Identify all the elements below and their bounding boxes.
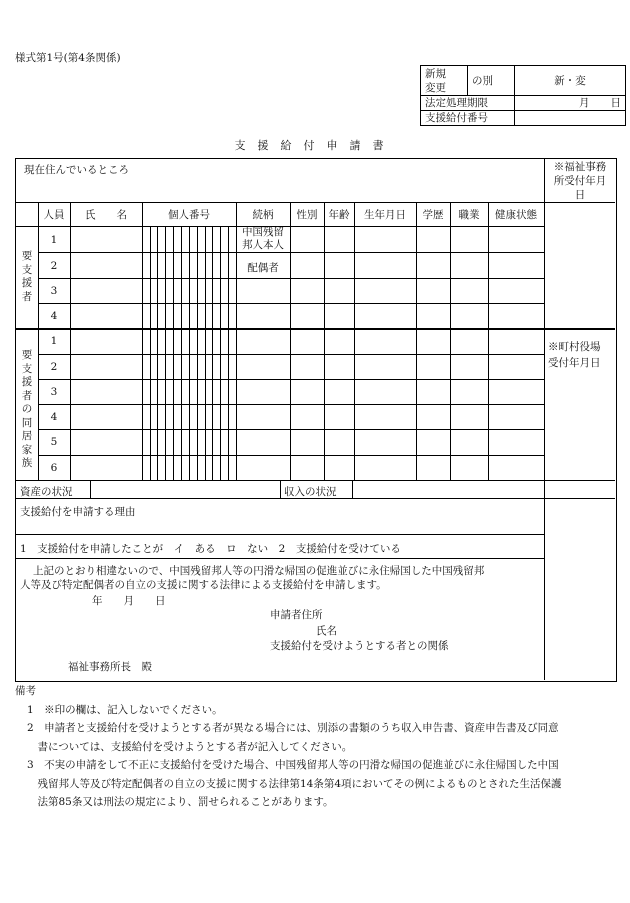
application-date[interactable]: 年 月 日 xyxy=(92,595,166,607)
application-history: 1 支援給付を申請したことが イ ある ロ ない 2 支援給付を受けている xyxy=(20,543,401,555)
header-id-number: 個人番号 xyxy=(168,209,210,221)
reason-row-bottom xyxy=(15,534,544,535)
assets-label: 資産の状況 xyxy=(20,486,73,498)
group-separator xyxy=(15,328,615,330)
group2-row-number: 5 xyxy=(50,436,58,448)
group1-row-number: 2 xyxy=(50,260,58,272)
note-item: 1 ※印の欄は、記入しないでください。 xyxy=(27,703,223,716)
right-margin-line xyxy=(544,480,545,680)
notes-section xyxy=(15,682,615,812)
id-digit-line xyxy=(189,226,190,480)
grid-col-line xyxy=(354,202,355,480)
row-line xyxy=(38,354,544,355)
note-item: 残留邦人等及び特定配偶者の自立の支援に関する法律第14条第4項においてその例によるものとされた生活保護 xyxy=(27,777,562,790)
header-name: 氏 名 xyxy=(85,209,127,221)
grid-col-line xyxy=(70,202,71,480)
id-digit-line xyxy=(228,226,229,480)
id-digit-line xyxy=(165,226,166,480)
meta-shinki: 新規 xyxy=(425,67,446,80)
group2-row-number: 6 xyxy=(50,462,58,474)
header-relation: 続柄 xyxy=(252,209,274,221)
income-value-divider xyxy=(352,480,353,498)
assets-row-bottom xyxy=(15,498,615,499)
income-label: 収入の状況 xyxy=(284,486,337,498)
declaration-line-2: 人等及び特定配偶者の自立の支援に関する法律による支援給付を申請します。 xyxy=(20,579,387,591)
header-education: 学歴 xyxy=(422,209,444,221)
note-item: 書については、支援給付を受けようとする者が記入してください。 xyxy=(27,740,353,753)
deadline-label: 法定処理期限 xyxy=(421,96,515,111)
row-line xyxy=(38,429,544,430)
assets-divider xyxy=(90,480,91,498)
relation-spouse: 配偶者 xyxy=(247,262,279,274)
id-digit-line xyxy=(220,226,221,480)
current-address-label: 現在住んでいるところ xyxy=(24,164,129,176)
history-row-bottom xyxy=(15,558,544,559)
group2-row-number: 3 xyxy=(50,386,58,398)
group1-row-number: 4 xyxy=(50,310,58,322)
deadline-value[interactable]: 月 日 xyxy=(515,96,626,111)
group1-row-number: 3 xyxy=(50,285,58,297)
row-line xyxy=(38,252,544,253)
header-health: 健康状態 xyxy=(495,209,537,221)
welfare-stamp-bottom xyxy=(544,202,615,203)
header-age: 年齢 xyxy=(328,209,350,221)
id-digit-line xyxy=(205,226,206,480)
group1-label: 要支援者 xyxy=(21,250,33,303)
header-sex: 性別 xyxy=(296,209,318,221)
family-rows-bottom xyxy=(15,480,615,481)
group2-row-number: 4 xyxy=(50,411,58,423)
support-number-label: 支援給付番号 xyxy=(421,111,515,126)
grid-col-line xyxy=(290,202,291,480)
income-divider xyxy=(280,480,281,498)
applicant-address-label: 申請者住所 xyxy=(270,609,323,621)
row-line xyxy=(38,303,544,304)
header-job: 職業 xyxy=(458,209,480,221)
grid-col-line xyxy=(450,202,451,480)
header-members: 人員 xyxy=(43,209,65,221)
declaration-line-1: 上記のとおり相違ないので、中国残留邦人等の円滑な帰国の促進並びに永住帰国した中国残留邦 xyxy=(33,565,485,577)
addressee: 福祉事務所長 殿 xyxy=(68,661,152,673)
relation-self: 中国残留 邦人本人 xyxy=(242,226,284,251)
id-digit-line xyxy=(173,226,174,480)
right-column-divider xyxy=(544,158,545,480)
address-row-bottom xyxy=(15,202,544,203)
id-digit-line xyxy=(197,226,198,480)
grid-col-line xyxy=(324,202,325,480)
meta-henko: 変更 xyxy=(425,81,446,94)
id-digit-line xyxy=(150,226,151,480)
group1-row-number: 1 xyxy=(50,234,58,246)
welfare-office-stamp: ※福祉事務 所受付年月 日 xyxy=(553,161,607,201)
group2-row-number: 1 xyxy=(50,335,58,347)
row-line xyxy=(38,404,544,405)
meta-no-betsu: の別 xyxy=(468,66,515,96)
applicant-name-label: 氏名 xyxy=(316,625,337,637)
notes-title: 備考 xyxy=(15,685,36,697)
form-number: 様式第1号(第4条関係) xyxy=(15,52,121,64)
town-office-stamp: ※町村役場 受付年月日 xyxy=(548,341,601,369)
grid-col-line xyxy=(488,202,489,480)
id-digit-line xyxy=(181,226,182,480)
row-line xyxy=(38,455,544,456)
group2-row-number: 2 xyxy=(50,361,58,373)
grid-col-line xyxy=(142,202,143,480)
note-item: 2 申請者と支援給付を受けようとする者が異なる場合には、別添の書類のうち収入申告書、資産申告書及び同意 xyxy=(27,722,559,734)
row-line xyxy=(38,278,544,279)
meta-shin-hen[interactable]: 新・変 xyxy=(515,66,626,96)
applicant-relation-label: 支援給付を受けようとする者との関係 xyxy=(270,640,449,652)
id-digit-line xyxy=(212,226,213,480)
form-title: 支援給付申請書 xyxy=(234,139,396,152)
reason-label: 支援給付を申請する理由 xyxy=(20,506,136,518)
grid-col-line xyxy=(416,202,417,480)
row-line xyxy=(38,379,544,380)
note-item: 3 不実の申請をして不正に支援給付を受けた場合、中国残留邦人等の円滑な帰国の促進並びに永住帰国した中国 xyxy=(27,759,559,771)
group2-label: 要支援者の同居家族 xyxy=(21,349,33,469)
note-item: 法第85条又は刑法の規定により、罰せられることがあります。 xyxy=(27,796,334,808)
id-digit-line xyxy=(157,226,158,480)
meta-table xyxy=(420,65,626,126)
header-birth: 生年月日 xyxy=(364,209,406,221)
support-number-field[interactable] xyxy=(515,111,626,126)
